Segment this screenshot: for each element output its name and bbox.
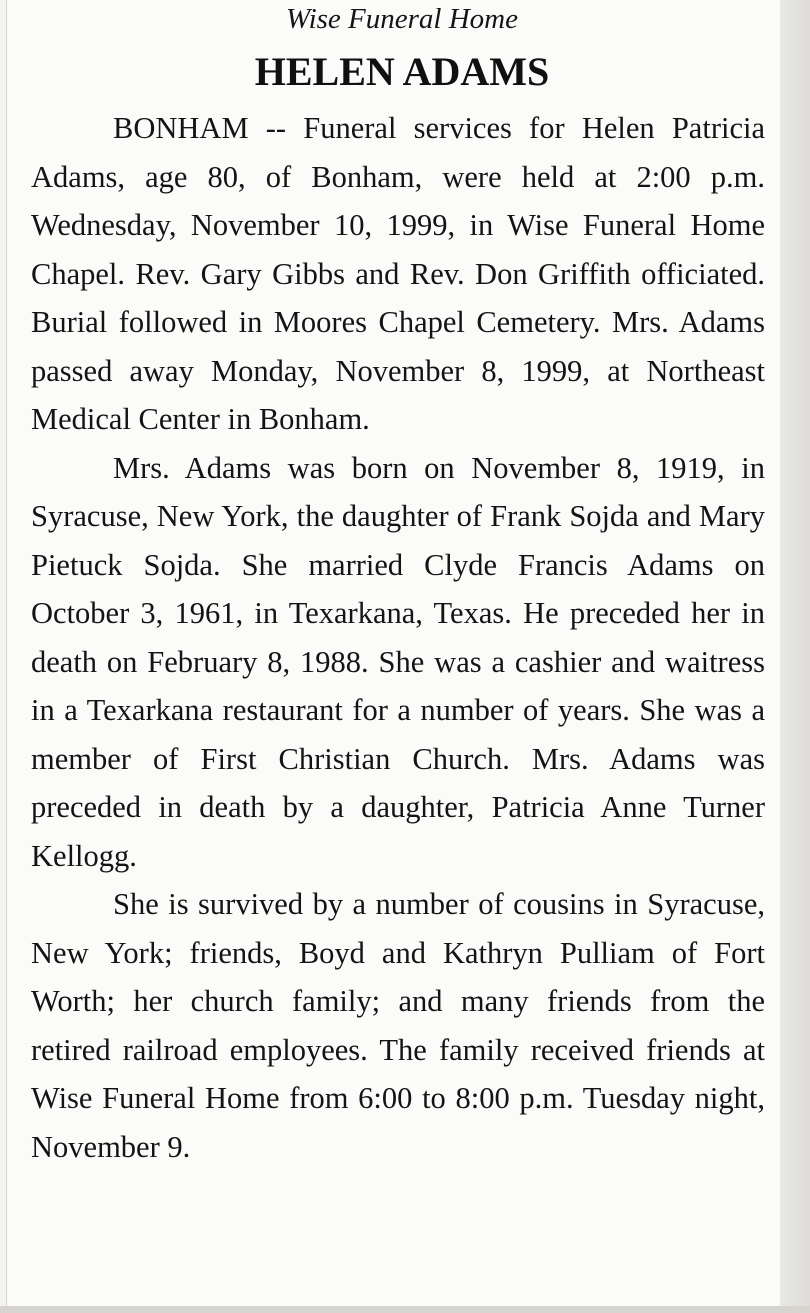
obituary-name-title: HELEN ADAMS — [254, 49, 550, 94]
scan-background-bottom — [0, 1306, 810, 1313]
paragraph-biography: Mrs. Adams was born on November 8, 1919, in Syracuse, New York, the daughter of Frank Sojda and Mary Pietuck Sojda. She married Clyde Francis Adams on October 3, 1961, in Texarkana, Texas. He preceded her in death on February 8, 1988. She was a cashier and waitress in a Texarkana restaurant for a number of years. She was a member of First Christian Church. Mrs. Adams was preceded in death by a daughter, Patricia Anne Turner Kellogg. — [31, 450, 765, 873]
obituary-clipping — [6, 0, 780, 1306]
scan-background-right — [780, 0, 810, 1313]
obituary-body — [31, 104, 765, 1171]
funeral-home-heading: Wise Funeral Home — [286, 3, 518, 35]
paragraph-services: BONHAM -- Funeral services for Helen Patricia Adams, age 80, of Bonham, were held at 2:00 p.m. Wednesday, November 10, 1999, in Wise Funeral Home Chapel. Rev. Gary Gibbs and Rev. Don Griffith officiated. Burial followed in Moores Chapel Cemetery. Mrs. Adams passed away Monday, November 8, 1999, at Northeast Medical Center in Bonham. — [31, 111, 765, 436]
paragraph-survivors: She is survived by a number of cousins in Syracuse, New York; friends, Boyd and Kathryn Pulliam of Fort Worth; her church family; and many friends from the retired railroad employees. The family received friends at Wise Funeral Home from 6:00 to 8:00 p.m. Tuesday night, November 9. — [31, 887, 765, 1164]
